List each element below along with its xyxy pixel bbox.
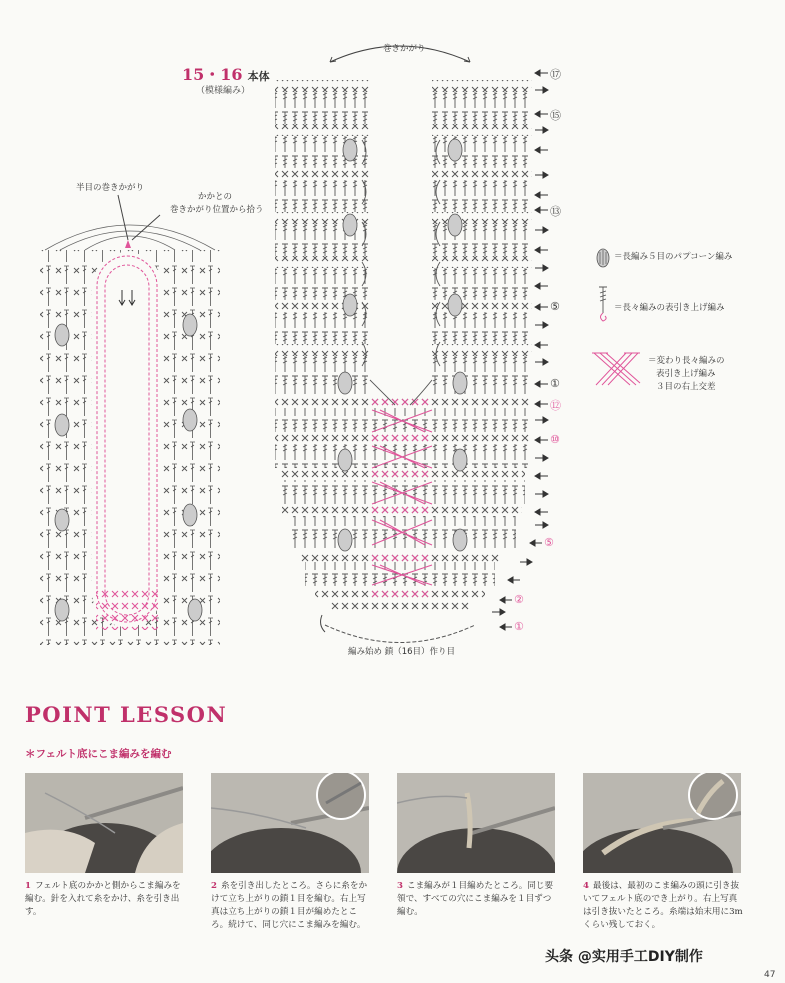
row-marker-5b: ⑤ (544, 536, 554, 549)
sole-label-heel-b: 巻きかがり位置から拾う (170, 205, 264, 215)
row-marker-1a: ① (550, 377, 560, 390)
row-marker-10: ⑩ (550, 433, 560, 446)
step-3-photo (397, 773, 555, 873)
step-3-num: 3 (397, 881, 403, 891)
sole-label-half: 半目の巻きかがり (76, 183, 145, 193)
watermark: 头条 @实用手工DIY制作 (545, 949, 703, 965)
step-1-body: フェルト底のかかと側からこま編みを編む。針を入れて糸をかけ、糸を引き出す。 (25, 881, 181, 917)
legend-cross-text-2: 表引き上げ編み (656, 369, 716, 379)
step-4-body: 最後は、最初のこま編みの頭に引き抜いてフェルト底のでき上がり。右上写真は引き抜いたところ。糸端は始末用に3mくらい残しておく。 (583, 881, 743, 930)
step-1-photo (25, 773, 183, 873)
step-1-num: 1 (25, 881, 31, 891)
title-subtitle: （模様編み） (196, 86, 251, 96)
point-lesson-title: POINT LESSON (25, 702, 228, 727)
title-number: 15・16 (182, 65, 243, 84)
top-label: 巻きかがり (383, 44, 426, 54)
row-marker-2: ② (514, 593, 524, 606)
legend-raised-text: ＝長々編みの表引き上げ編み (614, 303, 725, 313)
step-3-text (397, 880, 559, 919)
sole-label-heel-a: かかとの (198, 192, 233, 202)
page-number: 47 (764, 970, 776, 980)
step-4-text (583, 880, 745, 932)
row-marker-13: ⑬ (550, 205, 561, 218)
legend-popcorn-text: ＝長編み５目のパプコーン編み (614, 252, 733, 262)
row-marker-5a: ⑤ (550, 300, 560, 313)
point-lesson-subtitle: ＊フェルト底にこま編みを編む (25, 748, 172, 760)
row-marker-12: ⑫ (550, 399, 561, 412)
step-3-body: こま編みが１目編めたところ。同じ要領で、すべての穴にこま編みを１目ずつ編む。 (397, 881, 554, 917)
row-marker-15: ⑮ (550, 109, 561, 122)
step-2-body: 糸を引き出したところ。さらに糸をかけて立ち上がりの鎖１目を編む。右上写真は立ち上がりの鎖１目が編めたところ。続けて、同じ穴にこま編みを編む。 (211, 881, 368, 930)
popcorn-stitch-icon (595, 247, 611, 269)
step-2-photo (211, 773, 369, 873)
legend-cross-text-3: ３目の右上交差 (656, 382, 716, 392)
step-2-text (211, 880, 373, 932)
cross-stitch-icon (590, 349, 642, 389)
legend-cross-text-1: ＝変わり長々編みの (648, 356, 725, 366)
step-4-photo (583, 773, 741, 873)
step-1-text (25, 880, 185, 919)
start-label: 編み始め 鎖（16目）作り目 (348, 647, 456, 657)
row-marker-1b: ① (514, 620, 524, 633)
step-2-num: 2 (211, 881, 217, 891)
u-chart (275, 80, 532, 643)
title-name: 本体 (247, 70, 270, 83)
step-4-num: 4 (583, 881, 589, 891)
raised-stitch-icon (595, 285, 611, 325)
row-marker-17: ⑰ (550, 68, 561, 81)
